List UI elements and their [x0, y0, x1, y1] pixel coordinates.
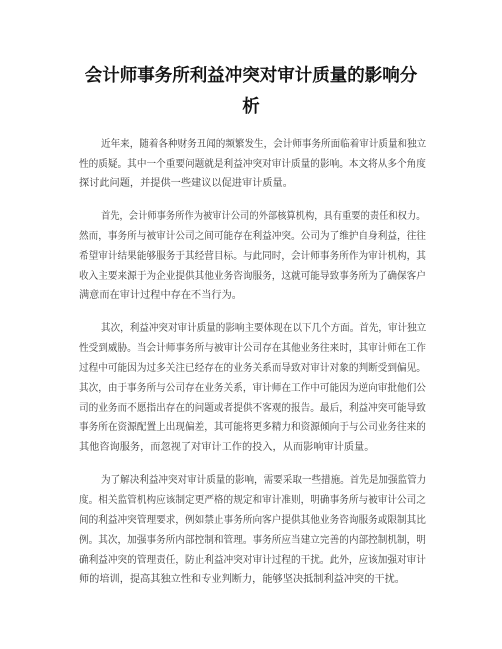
paragraph-line: 例。其次，加强事务所内部控制和管理。事务所应当建立完善的内部控制机制，明 — [79, 535, 426, 546]
paragraph-line: 近年来，随着各种财务丑闻的频繁发生，会计师事务所面临着审计质量和独立 — [101, 139, 427, 150]
paragraph-line: 司的业务而不愿指出存在的问题或者提供不客观的报告。最后，利益冲突可能导致 — [79, 403, 426, 414]
paragraph-line: 度。相关监管机构应该制定更严格的规定和审计准则，明确事务所与被审计公司之 — [79, 495, 426, 506]
paragraph-line: 性的质疑。其中一个重要问题就是利益冲突对审计质量的影响。本文将从多个角度 — [79, 159, 426, 170]
paragraph-line: 过程中可能因为过多关注已经存在的业务关系而导致对审计对象的判断受到偏见。 — [79, 363, 426, 374]
paragraph-line: 为了解决利益冲突对审计质量的影响，需要采取一些措施。首先是加强监管力 — [101, 475, 427, 486]
paragraph-line: 间的利益冲突管理要求，例如禁止事务所向客户提供其他业务咨询服务或限制其比 — [79, 515, 426, 526]
paragraph-line: 确利益冲突的管理责任，防止利益冲突对审计过程的干扰。此外，应该加强对审计 — [79, 555, 426, 566]
paragraph-line: 探讨此问题，并提供一些建议以促进审计质量。 — [79, 178, 293, 189]
paragraph-line: 首先，会计师事务所作为被审计公司的外部核算机构，具有重要的责任和权力。 — [101, 211, 426, 222]
paragraph-line: 事务所在资源配置上出现偏差，其可能将更多精力和资源倾向于与公司业务往来的 — [79, 422, 426, 433]
document-title-line-2: 析 — [242, 97, 260, 117]
paragraph-line: 其次，利益冲突对审计质量的影响主要体现在以下几个方面。首先，审计独立 — [101, 323, 427, 334]
paragraph-line: 师的培训，提高其独立性和专业判断力，能够坚决抵制利益冲突的干扰。 — [79, 574, 405, 585]
paragraph-line: 希望审计结果能够服务于其经营目标。与此同时，会计师事务所作为审计机构，其 — [79, 251, 426, 262]
paragraph-line: 性受到威胁。当会计师事务所与被审计公司存在其他业务往来时，其审计师在工作 — [79, 343, 426, 354]
paragraph-line: 然而，事务所与被审计公司之间可能存在利益冲突。公司为了维护自身利益，往往 — [79, 231, 426, 242]
paragraph-line: 满意而在审计过程中存在不当行为。 — [79, 290, 242, 301]
document-title-line-1: 会计师事务所利益冲突对审计质量的影响分 — [84, 66, 418, 86]
paragraph-line: 其他咨询服务，而忽视了对审计工作的投入，从而影响审计质量。 — [79, 442, 375, 453]
paragraph-line: 其次，由于事务所与公司存在业务关系，审计师在工作中可能因为逆向审批他们公 — [79, 383, 426, 394]
paragraph-line: 收入主要来源于为企业提供其他业务咨询服务，这就可能导致事务所为了确保客户 — [79, 271, 426, 282]
